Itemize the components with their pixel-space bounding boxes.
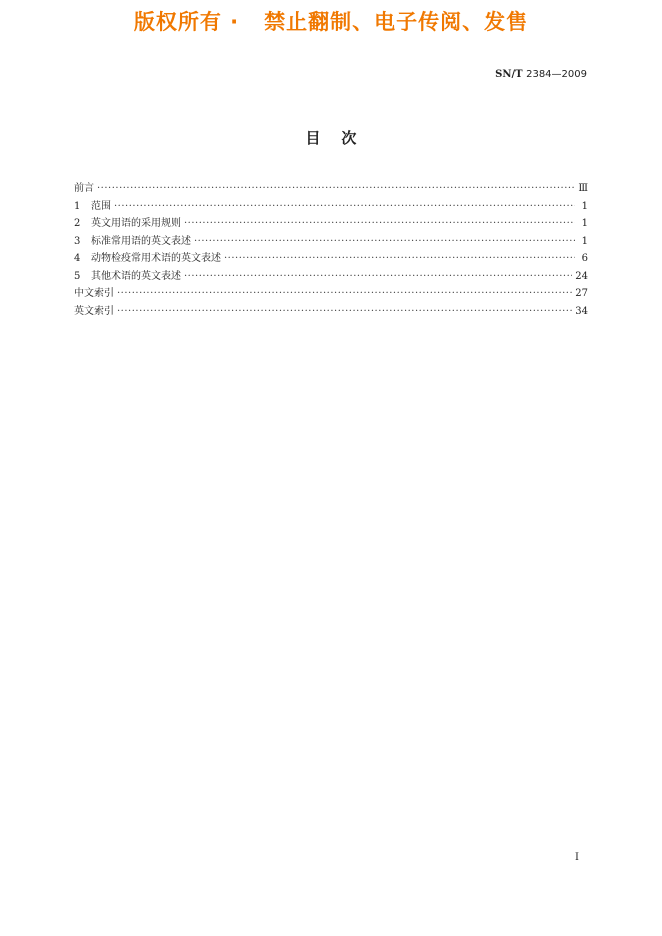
toc-entry-scope[interactable] bbox=[74, 198, 588, 216]
toc-leader-dots bbox=[114, 198, 575, 216]
toc-entry-page: 24 bbox=[575, 270, 588, 282]
copyright-watermark: 版权所有 · 禁止翻制、电子传阅、发售 bbox=[133, 10, 529, 34]
toc-entry-page: 1 bbox=[581, 218, 588, 229]
toc-leader-dots bbox=[224, 250, 575, 268]
toc-entry-label: 其他术语的英文表述 bbox=[91, 270, 181, 282]
toc-entry-animal-quarantine-terms[interactable] bbox=[74, 250, 588, 268]
toc-leader-dots bbox=[194, 233, 575, 251]
toc-entry-page: 1 bbox=[581, 235, 588, 247]
toc-leader-dots bbox=[184, 215, 575, 233]
toc-entry-number: 4 bbox=[74, 253, 81, 264]
toc-entry-page: 6 bbox=[581, 253, 588, 264]
toc-entry-label: 英文用语的采用规则 bbox=[91, 218, 181, 229]
toc-entry-page: 1 bbox=[581, 200, 588, 212]
toc-entry-label: 英文索引 bbox=[74, 305, 114, 317]
toc-entry-label: 标准常用语的英文表述 bbox=[91, 235, 191, 247]
toc-entry-other-terms[interactable] bbox=[74, 268, 588, 286]
toc-entry-label: 范围 bbox=[91, 200, 111, 212]
toc-entry-standard-phrases[interactable] bbox=[74, 233, 588, 251]
toc-entry-number: 2 bbox=[74, 218, 81, 229]
toc-leader-dots bbox=[97, 180, 575, 198]
toc-entry-chinese-index[interactable] bbox=[74, 285, 588, 303]
standard-code-prefix: SN/T bbox=[495, 69, 523, 80]
toc-entry-foreword[interactable] bbox=[74, 180, 588, 198]
toc-entry-label: 动物检疫常用术语的英文表述 bbox=[91, 253, 221, 264]
toc-entry-page: 27 bbox=[575, 288, 588, 299]
toc-entry-number: 3 bbox=[74, 235, 81, 247]
standard-code bbox=[495, 69, 587, 80]
toc-entry-label: 前言 bbox=[74, 183, 94, 194]
table-of-contents bbox=[74, 180, 588, 320]
toc-leader-dots bbox=[184, 268, 572, 286]
page-number: Ⅰ bbox=[575, 852, 579, 863]
toc-entry-page: Ⅲ bbox=[578, 183, 588, 194]
standard-code-number: 2384—2009 bbox=[526, 69, 587, 80]
toc-title: 目 次 bbox=[305, 129, 357, 147]
toc-entry-english-usage-rules[interactable] bbox=[74, 215, 588, 233]
toc-entry-number: 5 bbox=[74, 270, 81, 282]
toc-entry-label: 中文索引 bbox=[74, 288, 114, 299]
toc-entry-number: 1 bbox=[74, 200, 81, 212]
toc-entry-page: 34 bbox=[575, 305, 588, 317]
toc-leader-dots bbox=[117, 303, 572, 321]
toc-leader-dots bbox=[117, 285, 572, 303]
toc-entry-english-index[interactable] bbox=[74, 303, 588, 321]
